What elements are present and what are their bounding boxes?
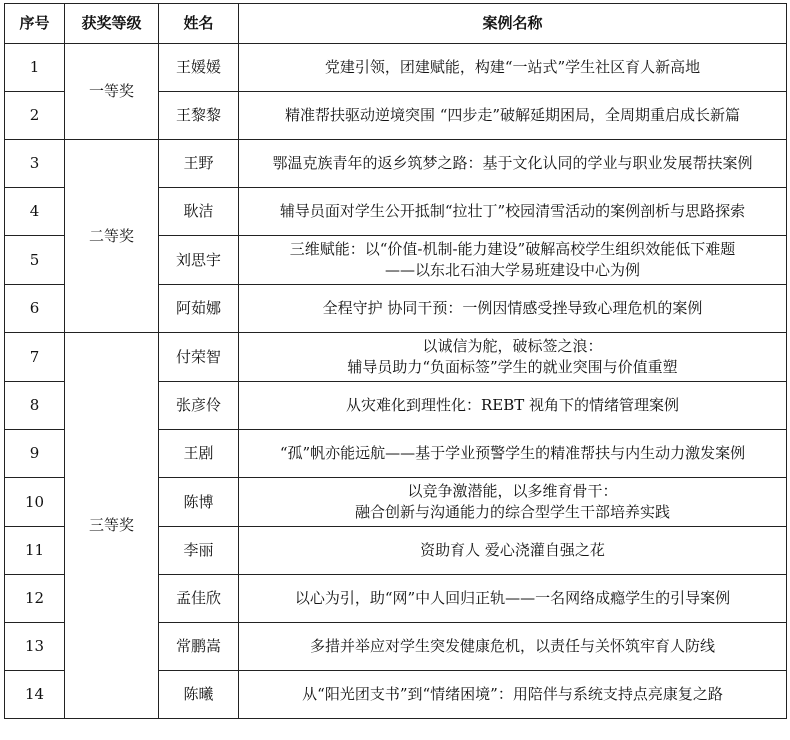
row-seq: 8 (5, 382, 65, 430)
row-name: 王剧 (159, 430, 239, 478)
row-name: 孟佳欣 (159, 575, 239, 623)
row-case: “孤”帆亦能远航——基于学业预警学生的精准帮扶与内生动力激发案例 (239, 430, 787, 478)
row-name: 耿洁 (159, 188, 239, 236)
row-case: 三维赋能：以“价值-机制-能力建设”破解高校学生组织效能低下难题 ——以东北石油大学易班建设中心为例 (239, 236, 787, 285)
row-case: 鄂温克族青年的返乡筑梦之路：基于文化认同的学业与职业发展帮扶案例 (239, 140, 787, 188)
row-case: 以诚信为舵，破标签之浪： 辅导员助力“负面标签”学生的就业突围与价值重塑 (239, 333, 787, 382)
header-seq: 序号 (5, 4, 65, 44)
header-level: 获奖等级 (65, 4, 159, 44)
row-case: 以心为引，助“网”中人回归正轨——一名网络成瘾学生的引导案例 (239, 575, 787, 623)
row-name: 陈博 (159, 478, 239, 527)
level-cell-third: 三等奖 (65, 333, 159, 719)
row-seq: 6 (5, 285, 65, 333)
row-name: 李丽 (159, 527, 239, 575)
row-case: 辅导员面对学生公开抵制“拉壮丁”校园清雪活动的案例剖析与思路探索 (239, 188, 787, 236)
header-row (5, 4, 787, 44)
award-table-container (4, 3, 787, 719)
header-case: 案例名称 (239, 4, 787, 44)
award-table (4, 3, 787, 719)
row-seq: 12 (5, 575, 65, 623)
row-case: 资助育人 爱心浇灌自强之花 (239, 527, 787, 575)
row-name: 阿茹娜 (159, 285, 239, 333)
row-name: 付荣智 (159, 333, 239, 382)
row-seq: 5 (5, 236, 65, 285)
row-seq: 2 (5, 92, 65, 140)
row-seq: 7 (5, 333, 65, 382)
row-name: 王媛媛 (159, 44, 239, 92)
table-row (5, 140, 787, 188)
row-case: 全程守护 协同干预：一例因情感受挫导致心理危机的案例 (239, 285, 787, 333)
row-case: 从“阳光团支书”到“情绪困境”：用陪伴与系统支持点亮康复之路 (239, 671, 787, 719)
row-seq: 13 (5, 623, 65, 671)
row-case: 以竞争激潜能，以多维育骨干： 融合创新与沟通能力的综合型学生干部培养实践 (239, 478, 787, 527)
level-cell-first: 一等奖 (65, 44, 159, 140)
row-seq: 1 (5, 44, 65, 92)
row-seq: 3 (5, 140, 65, 188)
row-name: 常鹏嵩 (159, 623, 239, 671)
row-seq: 14 (5, 671, 65, 719)
row-name: 王黎黎 (159, 92, 239, 140)
row-name: 刘思宇 (159, 236, 239, 285)
row-case: 从灾难化到理性化：REBT 视角下的情绪管理案例 (239, 382, 787, 430)
row-case: 多措并举应对学生突发健康危机，以责任与关怀筑牢育人防线 (239, 623, 787, 671)
row-seq: 11 (5, 527, 65, 575)
row-seq: 9 (5, 430, 65, 478)
row-case: 精准帮扶驱动逆境突围 “四步走”破解延期困局，全周期重启成长新篇 (239, 92, 787, 140)
table-row (5, 333, 787, 382)
table-row (5, 44, 787, 92)
row-name: 张彦伶 (159, 382, 239, 430)
row-name: 陈曦 (159, 671, 239, 719)
row-case: 党建引领，团建赋能，构建“一站式”学生社区育人新高地 (239, 44, 787, 92)
header-name: 姓名 (159, 4, 239, 44)
row-seq: 10 (5, 478, 65, 527)
level-cell-second: 二等奖 (65, 140, 159, 333)
row-name: 王野 (159, 140, 239, 188)
row-seq: 4 (5, 188, 65, 236)
